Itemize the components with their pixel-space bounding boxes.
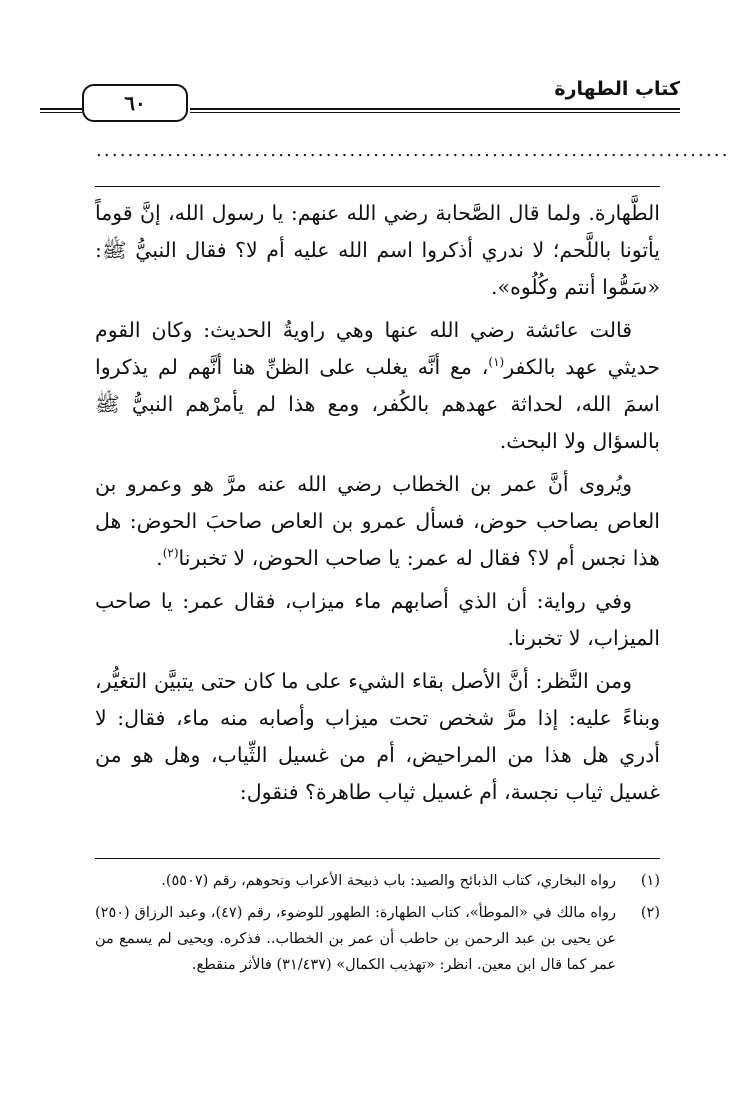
paragraph bbox=[95, 312, 660, 460]
header-rule-left bbox=[40, 108, 82, 110]
footnote-text: رواه البخاري، كتاب الذبائح والصيد: باب ذبيحة الأعراب ونحوهم، رقم (٥٥٠٧). bbox=[161, 873, 616, 889]
footnote-number: (١) bbox=[640, 873, 660, 889]
paragraph: ومن النَّظر: أنَّ الأصل بقاء الشيء على ما كان حتى يتبيَّن التغيُّر، وبناءً عليه: إذا مرَّ شخص تحت ميزاب وأصابه منه ماء، فقال: لا أدري هل هذا من المراحيض، أم من غسيل الثِّياب، وهل هو من غسيل ثياب نجسة، أم غسيل ثياب طاهرة؟ فنقول: bbox=[95, 669, 660, 804]
footnote-number: (٢) bbox=[640, 905, 660, 921]
book-title: كتاب الطهارة bbox=[554, 78, 680, 100]
page-header bbox=[40, 74, 680, 124]
header-rule bbox=[190, 108, 680, 110]
paragraph-text: . bbox=[156, 546, 163, 570]
paragraph-text: ، مع أنَّه يغلب على الظنِّ هنا أنَّهم لم يذكروا اسمَ الله، لحداثة عهدهم بالكُفر، ومع هذا لم يأمرْهم النبيُّ ﷺ بالسؤال ولا البحث. bbox=[95, 355, 660, 453]
paragraph: وفي رواية: أن الذي أصابهم ماء ميزاب، فقال عمر: يا صاحب الميزاب، لا تخبرنا. bbox=[95, 589, 660, 650]
paragraph-text: ويُروى أنَّ عمر بن الخطاب رضي الله عنه مرَّ هو وعمرو بن العاص بصاحب حوض، فسأل عمرو بن العاص صاحبَ الحوض: هل هذا نجس أم لا؟ فقال له عمر: يا صاحب الحوض، لا تخبرنا bbox=[95, 472, 660, 570]
paragraph-text: قالت عائشة رضي الله عنها وهي راويةُ الحديث: وكان القوم حديثي عهد بالكفر bbox=[95, 318, 660, 379]
main-text bbox=[95, 195, 660, 817]
footnote bbox=[95, 900, 660, 978]
footnote-ref: (١) bbox=[488, 355, 505, 370]
header-rule-left-thin bbox=[40, 112, 82, 113]
paragraph: الطَّهارة. ولما قال الصَّحابة رضي الله عنهم: يا رسول الله، إنَّ قوماً يأتونا باللَّحم؛ لا ندري أذكروا اسم الله عليه أم لا؟ فقال النبيُّ ﷺ: «سَمُّوا أنتم وكُلُوه». bbox=[95, 201, 660, 299]
footnote-ref: (٢) bbox=[162, 546, 179, 561]
footnote-rule bbox=[95, 858, 660, 859]
dotted-separator: ................................................................................ bbox=[96, 140, 730, 161]
paragraph bbox=[95, 466, 660, 577]
footnote bbox=[95, 868, 660, 894]
page-number: ٦٠ bbox=[82, 84, 188, 122]
content-top-rule bbox=[95, 186, 660, 187]
header-rule-thin bbox=[190, 112, 680, 113]
footnote-text: رواه مالك في «الموطأ»، كتاب الطهارة: الطهور للوضوء، رقم (٤٧)، وعبد الرزاق (٢٥٠) عن يحيى بن عبد الرحمن بن حاطب أن عمر بن الخطاب.. فذكره. ويحيى لم يسمع من عمر كما قال ابن معين. انظر: «تهذيب الكمال» (٣١/٤٣٧) فالأثر منقطع. bbox=[95, 905, 616, 973]
footnotes bbox=[95, 868, 660, 984]
